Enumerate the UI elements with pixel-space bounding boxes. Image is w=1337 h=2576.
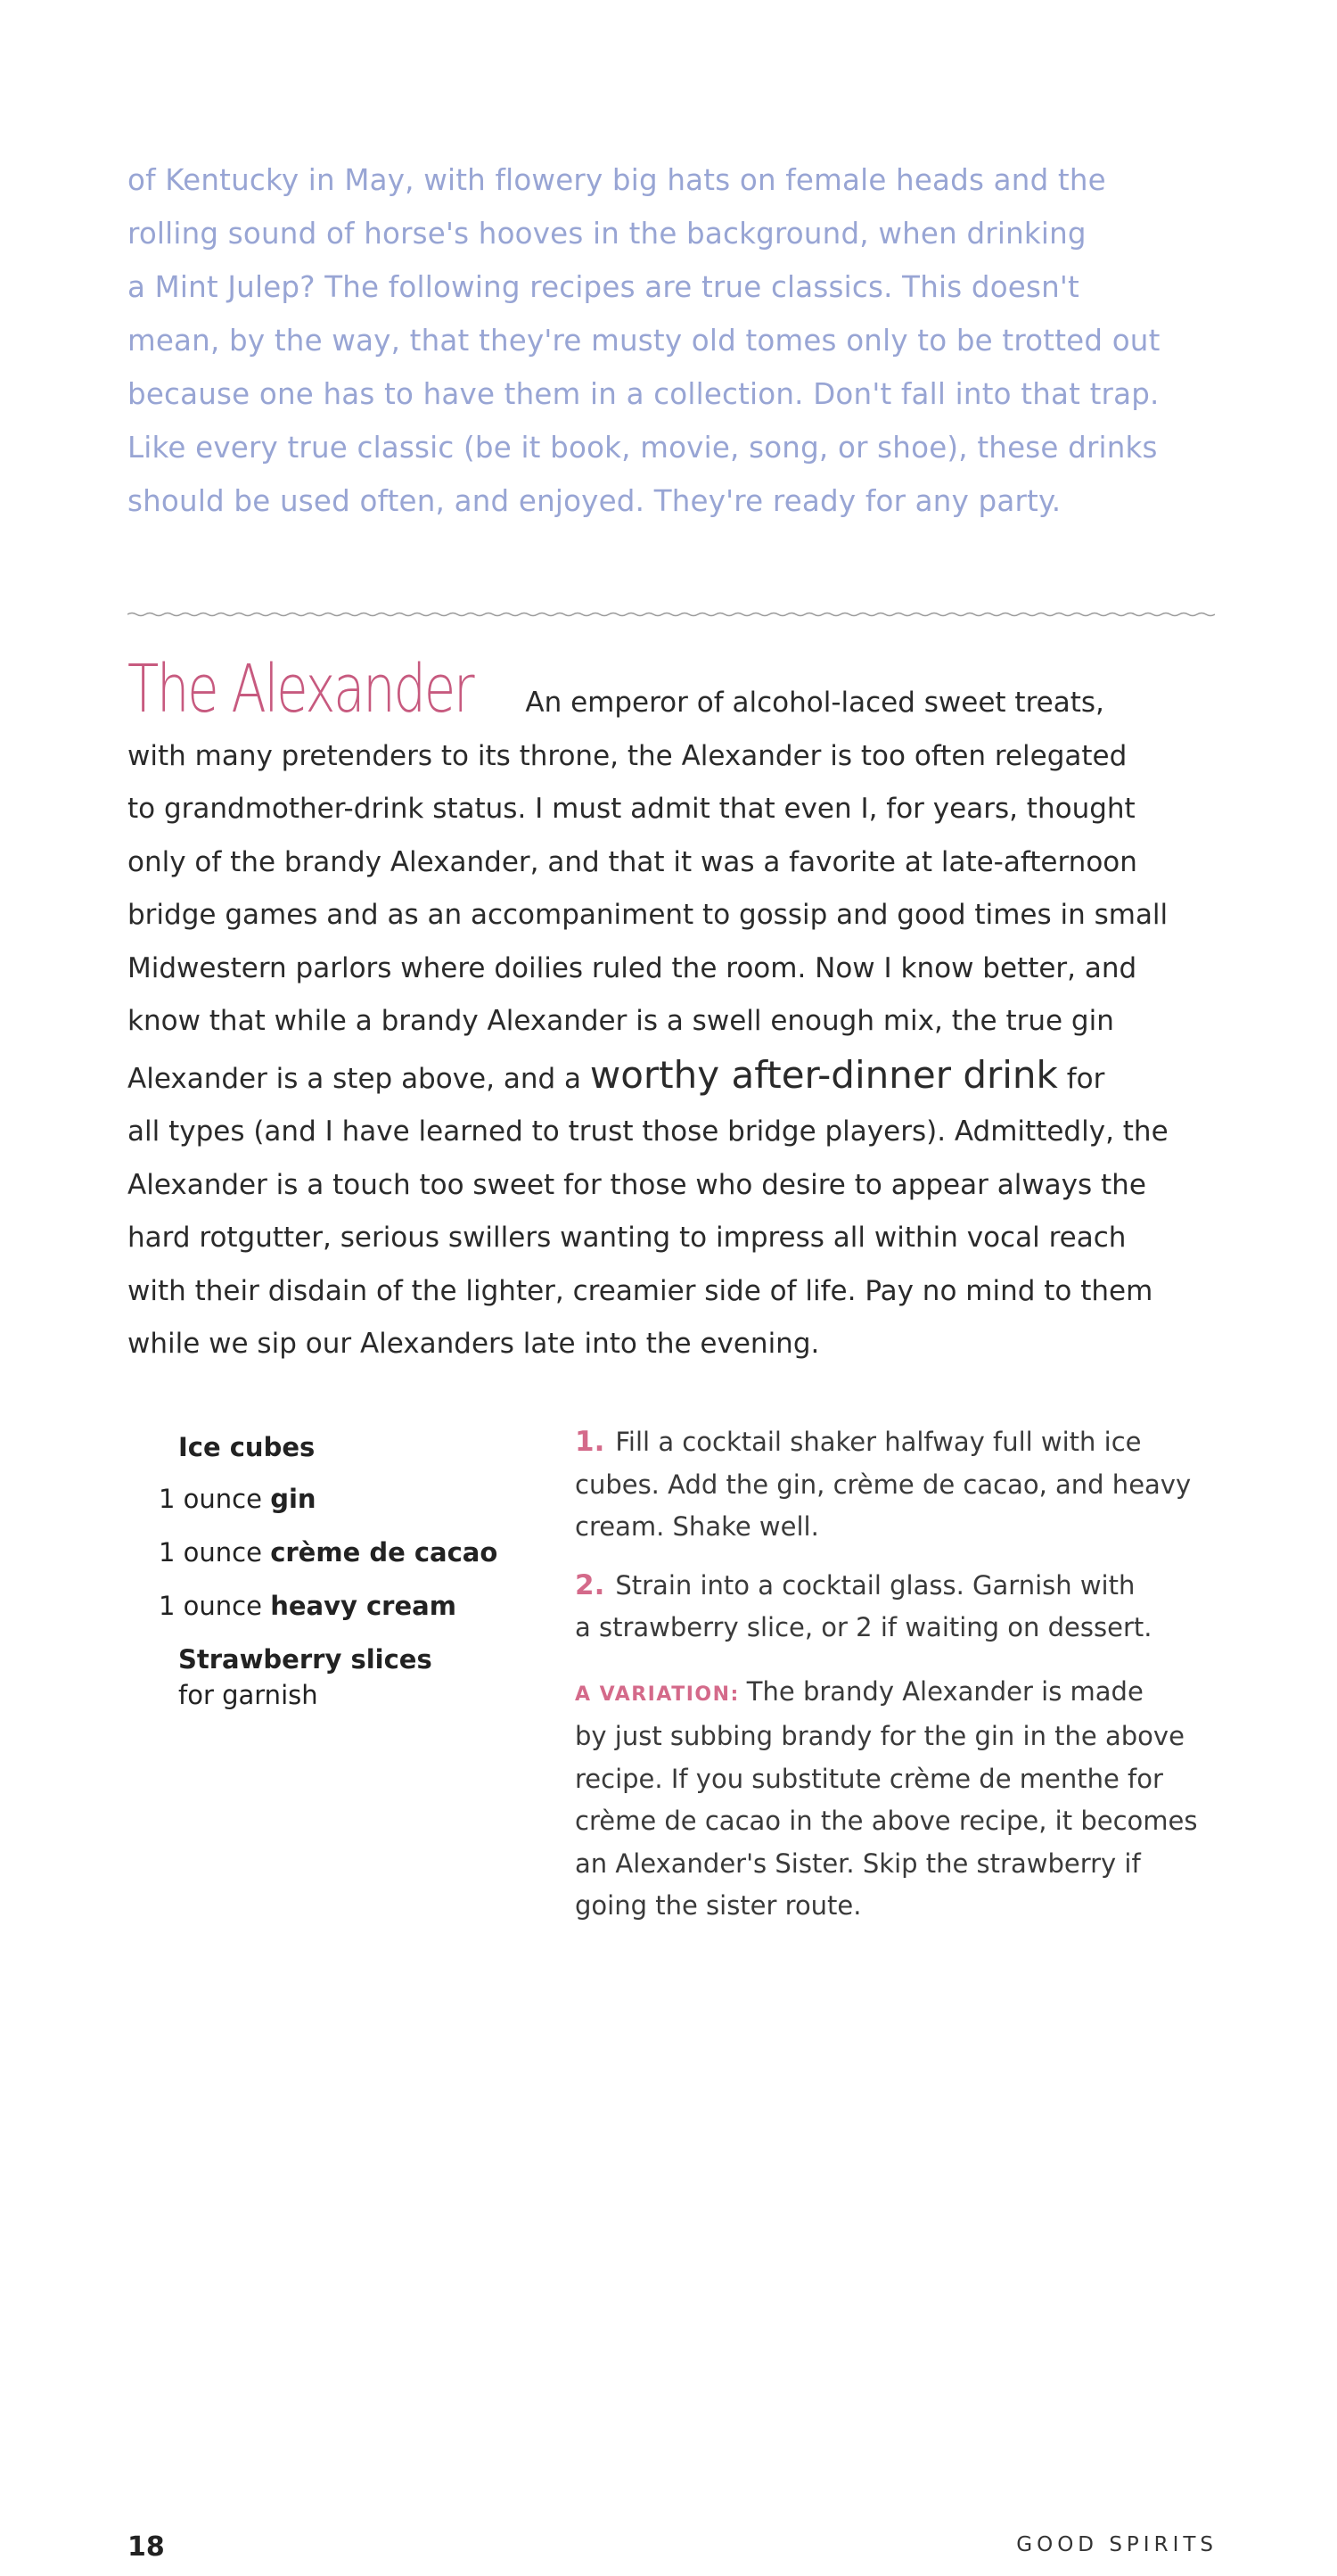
variation-text: going the sister route.: [575, 1890, 862, 1921]
wavy-divider: [127, 610, 1215, 619]
ingredient-quantity: 1 ounce: [159, 1484, 271, 1514]
intro-line: because one has to have them in a collection. Don't fall into that trap.: [127, 377, 1160, 411]
variation-text: an Alexander's Sister. Skip the strawberry if: [575, 1848, 1141, 1879]
step-text: Fill a cocktail shaker halfway full with ice: [615, 1427, 1142, 1457]
ingredient-cream: [159, 1591, 456, 1621]
variation-text: by just subbing brandy for the gin in the above: [575, 1721, 1185, 1751]
ingredient-quantity: 1 ounce: [159, 1591, 271, 1621]
ingredient-ice: [178, 1432, 315, 1462]
variation-text: recipe. If you substitute crème de menthe for: [575, 1763, 1163, 1794]
description-text: for: [1057, 1062, 1105, 1095]
step-text: cubes. Add the gin, crème de cacao, and heavy: [575, 1469, 1192, 1500]
variation-text: crème de cacao in the above recipe, it becomes: [575, 1806, 1198, 1836]
step-number: 2.: [575, 1568, 605, 1601]
description-line: all types (and I have learned to trust those bridge players). Admittedly, the: [127, 1115, 1169, 1148]
ingredient-name: Strawberry slices: [178, 1644, 432, 1675]
description-text: Alexander is a step above, and a: [127, 1062, 590, 1095]
step-number: 1.: [575, 1426, 605, 1458]
ingredient-strawberry: [178, 1644, 432, 1675]
intro-paragraph: [127, 153, 1224, 528]
recipe-description: [127, 651, 1224, 1371]
ingredient-quantity: 1 ounce: [159, 1537, 271, 1568]
description-line: with their disdain of the lighter, creamier side of life. Pay no mind to them: [127, 1274, 1153, 1307]
variation-label: A VARIATION:: [575, 1683, 740, 1706]
description-line: Midwestern parlors where doilies ruled the room. Now I know better, and: [127, 951, 1137, 984]
description-line: bridge games and as an accompaniment to gossip and good times in small: [127, 899, 1169, 931]
variation-note: [575, 1671, 1217, 1928]
ingredient-name: Ice cubes: [178, 1432, 316, 1462]
page-number: 18: [127, 2531, 165, 2563]
intro-line: a Mint Julep? The following recipes are true classics. This doesn't: [127, 270, 1079, 304]
pull-phrase: worthy after-dinner drink: [589, 1052, 1058, 1097]
description-line: to grandmother-drink status. I must admit that even I, for years, thought: [127, 793, 1136, 825]
description-text: An emperor of alcohol-laced sweet treats,: [525, 687, 1104, 719]
intro-line: rolling sound of horse's hooves in the background, when drinking: [127, 217, 1087, 251]
description-line: only of the brandy Alexander, and that it was a favorite at late-afternoon: [127, 845, 1137, 878]
description-line: while we sip our Alexanders late into the evening.: [127, 1328, 820, 1360]
description-line: hard rotgutter, serious swillers wanting to impress all within vocal reach: [127, 1222, 1127, 1254]
step-text: a strawberry slice, or 2 if waiting on dessert.: [575, 1612, 1152, 1642]
ingredient-note: [178, 1680, 318, 1710]
intro-line: of Kentucky in May, with flowery big hats on female heads and the: [127, 163, 1106, 197]
intro-line: Like every true classic (be it book, movie, song, or shoe), these drinks: [127, 431, 1158, 465]
variation-text: The brandy Alexander is made: [746, 1675, 1144, 1707]
description-line: with many pretenders to its throne, the Alexander is too often relegated: [127, 739, 1128, 772]
intro-line: mean, by the way, that they're musty old tomes only to be trotted out: [127, 324, 1161, 358]
description-line: Alexander is a touch too sweet for those who desire to appear always the: [127, 1168, 1146, 1201]
recipe-title: The Alexander: [127, 651, 473, 728]
step-text: Strain into a cocktail glass. Garnish with: [615, 1569, 1136, 1601]
running-footer-title: GOOD SPIRITS: [1016, 2533, 1218, 2556]
step-2: [575, 1565, 1217, 1650]
description-line: know that while a brandy Alexander is a swell enough mix, the true gin: [127, 1005, 1114, 1037]
ingredient-cacao: [159, 1537, 497, 1568]
ingredient-gin: [159, 1484, 316, 1514]
garnish-note: for garnish: [178, 1680, 318, 1710]
recipe-steps: [575, 1421, 1217, 1928]
intro-line: should be used often, and enjoyed. They're ready for any party.: [127, 484, 1062, 518]
ingredient-name: heavy cream: [270, 1591, 456, 1621]
description-line-highlight: [127, 1049, 1224, 1107]
ingredient-name: gin: [270, 1484, 316, 1514]
step-text: cream. Shake well.: [575, 1511, 819, 1542]
description-first-line: [127, 651, 1224, 730]
step-1: [575, 1421, 1217, 1549]
ingredient-name: crème de cacao: [270, 1537, 498, 1568]
